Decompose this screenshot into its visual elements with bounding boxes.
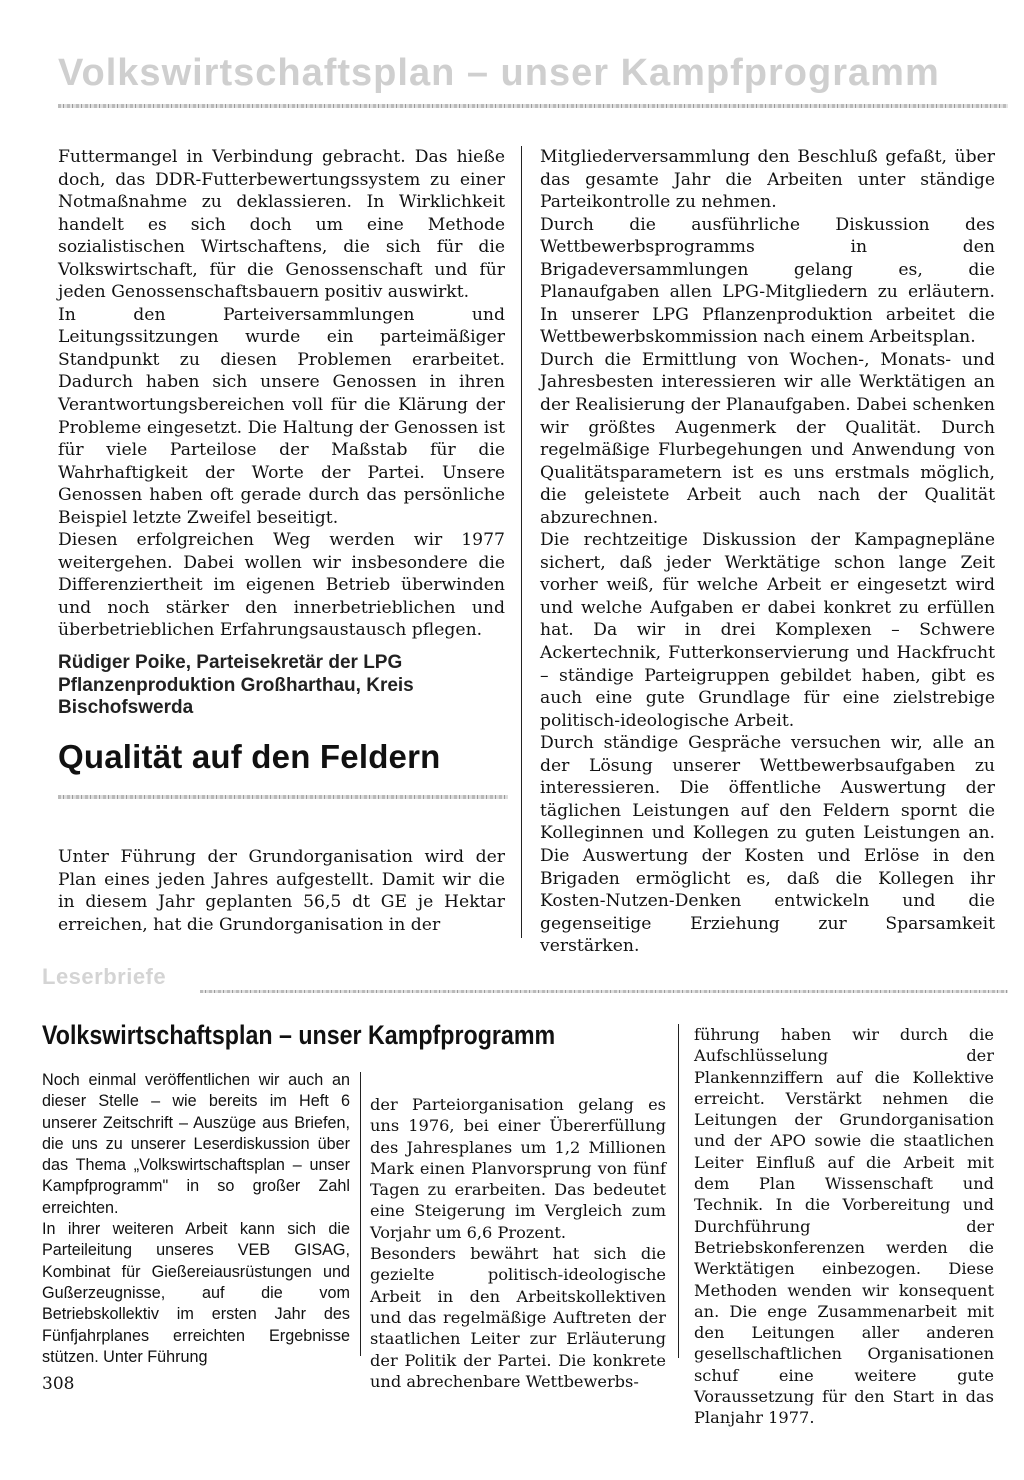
- page-number: 308: [42, 1374, 75, 1394]
- article2-right-paragraph-2: Durch die ausführliche Diskussion des Wettbewerbsprogramms in den Brigadeversammlungen gelang es, die Planaufgaben allen LPG-Mitgliedern zu erläutern. In unserer LPG Pflanzenproduktion arbeitet die Wettbewerbskommission nach einem Arbeitsplan.: [540, 214, 995, 348]
- article2-right-paragraph-4: Die rechtzeitige Diskussion der Kampagnepläne sichert, daß jeder Werktätige schon lange Zeit vorher weiß, für welche Arbeit er eingesetzt wird und welche Aufgaben er dabei konkret zu erfüllen hat. Da wir in drei Komplexen – Schwere Ackertechnik, Futterkonservierung und Hackfrucht – ständige Parteigruppen gebildet haben, gibt es auch eine gute Grundlage für eine zielstrebige politisch-ideologische Arbeit.: [540, 530, 995, 731]
- article2-left-paragraph-1: Unter Führung der Grundorganisation wird der Plan eines jeden Jahres aufgestellt. Damit wir die in diesem Jahr geplanten 56,5 dt GE je Hektar erreichen, hat die Grundorganisation in der: [58, 847, 505, 935]
- article3-column-3: [694, 1024, 994, 1429]
- article3-column-2: [370, 1094, 666, 1392]
- article3-col1-paragraph-2: In ihrer weiteren Arbeit kann sich die Parteileitung unseres VEB GISAG, Kombinat für Gießereiausrüstungen und Gußerzeugnisse, auf die vom Betriebskollektiv im ersten Jahr des Fünfjahrplanes erreichten Ergebnisse stützen. Unter Führung: [42, 1220, 350, 1366]
- article1-paragraph-2: In den Parteiversammlungen und Leitungssitzungen wurde ein parteimäßiger Standpunkt zu diesen Problemen erarbeitet. Dadurch haben sich unsere Genossen in ihren Verantwortungsbereichen voll für die Klärung der Probleme eingesetzt. Die Haltung der Genossen ist für viele Parteilose der Maßstab für die Wahrhaftigkeit der Worte der Partei. Unsere Genossen haben oft gerade durch das persönliche Beispiel letzte Zweifel beseitigt.: [58, 304, 505, 528]
- article2-right-paragraph-3: Durch die Ermittlung von Wochen-, Monats- und Jahresbesten interessieren wir alle Werktätigen an der Realisierung der Planaufgaben. Dabei schenken wir größtes Augenmerk der Qualität. Durch regelmäßige Flurbegehungen und Anwendung von Qualitätsparametern ist es uns erstmals möglich, die geleistete Arbeit auch nach der Qualität abzurechnen.: [540, 349, 995, 528]
- column-divider-top: [521, 146, 522, 938]
- article1-byline: Rüdiger Poike, Parteisekretär der LPG Pflanzenproduktion Großharthau, Kreis Bischofswerda: [58, 652, 414, 718]
- column-divider-bottom-2: [678, 1024, 679, 1358]
- article3-col2-paragraph-1: der Parteiorganisation gelang es uns 1976, bei einer Übererfüllung des Jahresplanes um 1,2 Millionen Mark einen Planvorsprung von fünf Tagen zu erarbeiten. Das bedeutet eine Steigerung im Vergleich zum Vorjahr um 6,6 Prozent.: [370, 1095, 666, 1242]
- article2-headline: Qualität auf den Feldern: [58, 738, 441, 775]
- article2-rule: [58, 795, 508, 799]
- article1-left-column: [58, 146, 505, 642]
- article3-headline: Volkswirtschaftsplan – unser Kampfprogramm: [42, 1020, 556, 1050]
- article3-column-1: [42, 1070, 350, 1368]
- section-rule: [200, 990, 1008, 993]
- column-divider-bottom-1: [360, 1072, 361, 1356]
- article2-left-column: [58, 846, 505, 936]
- running-header-title: Volkswirtschaftsplan – unser Kampfprogramm: [58, 52, 940, 94]
- article2-right-paragraph-5: Durch ständige Gespräche versuchen wir, alle an der Lösung unserer Wettbewerbsaufgaben zu interessieren. Die öffentliche Auswertung der täglichen Leistungen auf den Feldern spornt die Kolleginnen und Kollegen zu guten Leistungen an. Die Auswertung der Kosten und Erlöse in den Brigaden ermöglicht es, daß die Kollegen ihr Kosten-Nutzen-Denken entwickeln und die gegenseitige Erziehung zur Sparsamkeit verstärken.: [540, 733, 995, 957]
- header-rule: [58, 104, 1008, 108]
- article2-right-paragraph-1: Mitgliederversammlung den Beschluß gefaßt, über das gesamte Jahr die Arbeiten unter ständige Parteikontrolle zu nehmen.: [540, 147, 995, 213]
- article3-col2-paragraph-2: Besonders bewährt hat sich die gezielte politisch-ideologische Arbeit in den Arbeitskollektiven und das regelmäßige Auftreten der staatlichen Leiter zur Erläuterung der Politik der Partei. Die konkrete und abrechenbare Wettbewerbs-: [370, 1244, 666, 1391]
- article2-right-column: [540, 146, 995, 958]
- article1-paragraph-1: Futtermangel in Verbindung gebracht. Das hieße doch, das DDR-Futterbewertungssystem zu einer Notmaßnahme zu deklassieren. In Wirklichkeit handelt es sich doch um eine Methode sozialistischen Wirtschaftens, die sich für die Volkswirtschaft, für die Genossenschaft und für jeden Genossenschaftsbauern positiv auswirkt.: [58, 147, 505, 303]
- article1-paragraph-3: Diesen erfolgreichen Weg werden wir 1977 weitergehen. Dabei wollen wir insbesondere die Differenziertheit im eigenen Betrieb überwinden und noch stärker den innerbetrieblichen und überbetrieblichen Erfahrungsaustausch pflegen.: [58, 530, 505, 641]
- section-label-leserbriefe: Leserbriefe: [42, 964, 167, 989]
- article3-col1-paragraph-1: Noch einmal veröffentlichen wir auch an dieser Stelle – wie bereits im Heft 6 unserer Zeitschrift – Auszüge aus Briefen, die uns zu unserer Leserdiskussion über das Thema „Volkswirtschaftsplan – unser Kampfprogramm" in so großer Zahl erreichten.: [42, 1071, 350, 1217]
- article3-col3-paragraph-1: führung haben wir durch die Aufschlüsselung der Plankennziffern auf die Kollektive erreicht. Verstärkt nehmen die Leitungen der Grundorganisation und der APO sowie die staatlichen Leiter Einfluß auf die Arbeit mit dem Plan Wissenschaft und Technik. In die Vorbereitung und Durchführung der Betriebskonferenzen werden die Werktätigen einbezogen. Diese Methoden wenden wir konsequent an. Die enge Zusammenarbeit mit den Leitungen aller anderen gesellschaftlichen Organisationen schuf eine weitere gute Voraussetzung für den Start in das Planjahr 1977.: [694, 1025, 994, 1428]
